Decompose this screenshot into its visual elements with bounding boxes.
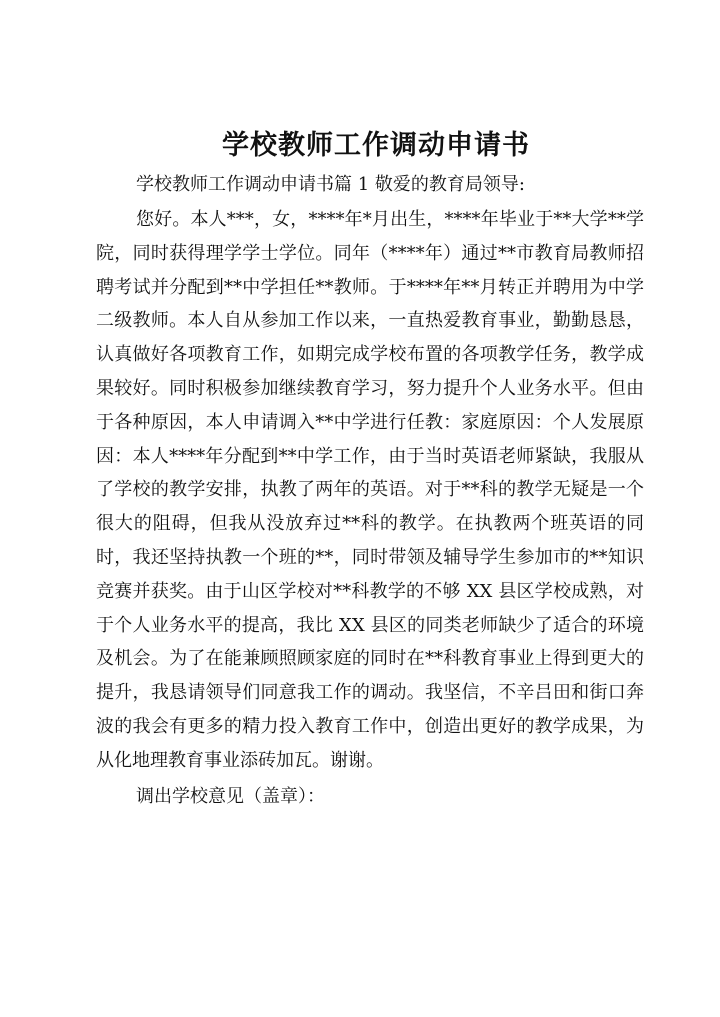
document-page [96, 128, 644, 813]
intro-line: 学校教师工作调动申请书篇 1 敬爱的教育局领导: [136, 174, 525, 195]
closing-line: 调出学校意见（盖章）： [136, 785, 325, 807]
body-paragraph: 您好。本人***，女，****年*月出生，****年毕业于**大学**学院，同时获得理学学士学位。同年（****年）通过**市教育局教师招聘考试并分配到**中学担任**教师。于****年**月转正并聘用为中学二级教师。本人自从参加工作以来，一直热爱教育事业，勤勤恳恳，认真做好各项教育工作，如期完成学校布置的各项教学任务，教学成果较好。同时积极参加继续教育学习，努力提升个人业务水平。但由于各种原因，本人申请调入**中学进行任教：家庭原因：个人发展原因：本人****年分配到**中学工作，由于当时英语老师紧缺，我服从了学校的教学安排，执教了两年的英语。对于**科的教学无疑是一个很大的阻碍，但我从没放弃过**科的教学。在执教两个班英语的同时，我还坚持执教一个班的**，同时带领及辅导学生参加市的**知识竞赛并获奖。由于山区学校对**科教学的不够 XX 县区学校成熟，对于个人业务水平的提高，我比 XX 县区的同类老师缺少了适合的环境及机会。为了在能兼顾照顾家庭的同时在**科教育事业上得到更大的提升，我恳请领导们同意我工作的调动。我坚信，不辛吕田和街口奔波的我会有更多的精力投入教育工作中，创造出更好的教学成果，为从化地理教育事业添砖加瓦。谢谢。 [96, 209, 644, 771]
document-title: 学校教师工作调动申请书 [222, 130, 530, 161]
